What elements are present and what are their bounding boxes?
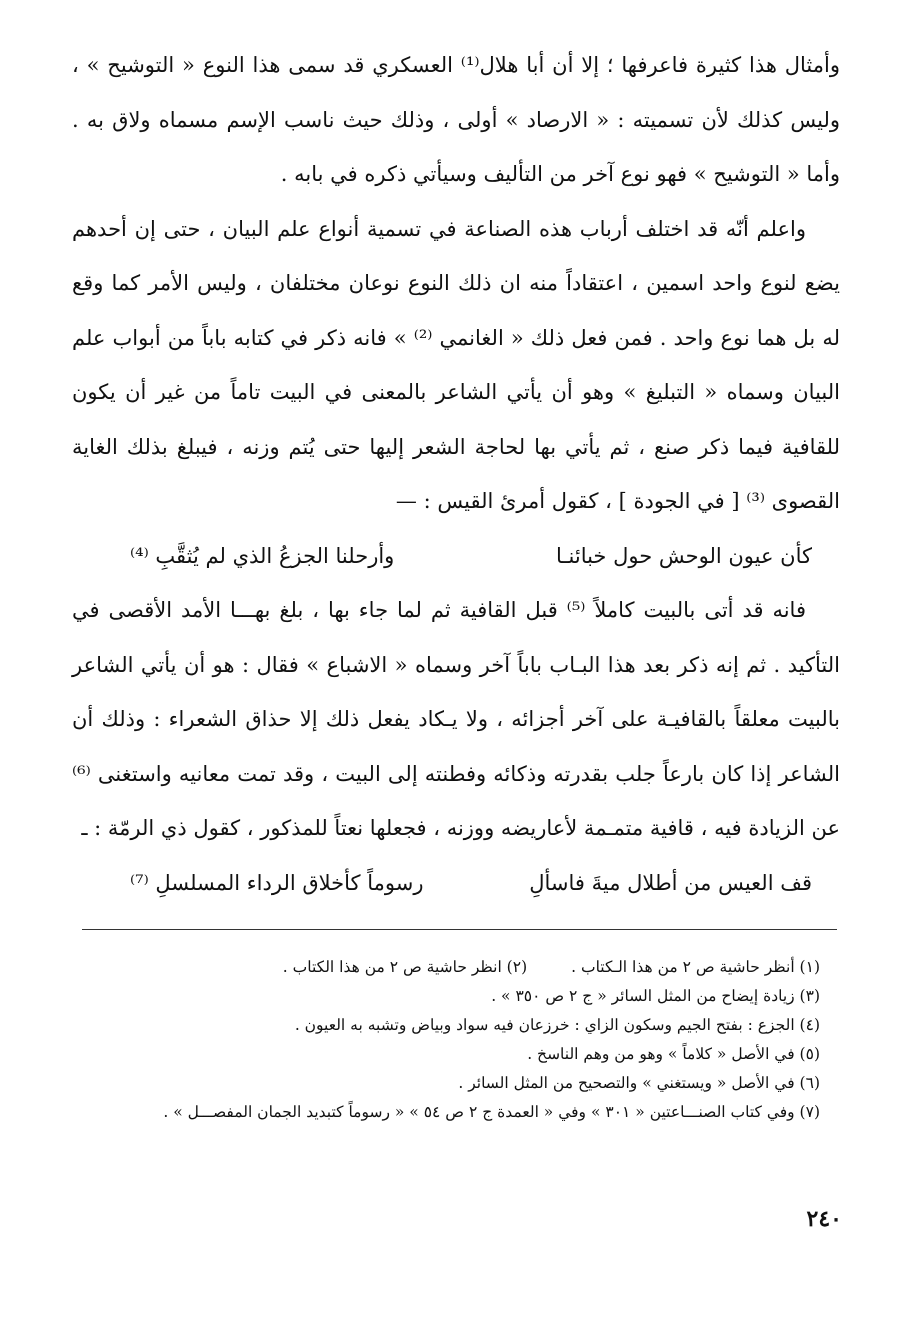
poetry-verse (72, 856, 840, 911)
poetry-verse (72, 529, 840, 584)
paragraph: وأمثال هذا كثيرة فاعرفها ؛ إلا أن أبا هلال⁽¹⁾ العسكري قد سمى هذا النوع « التوشيح » ، وليس كذلك لأن تسميته : « الارصاد » أولى ، وذلك حيث ناسب الإسم مسماه ولاق به . وأما « التوشيح » فهو نوع آخر من التأليف وسيأتي ذكره في بابه . (72, 53, 840, 186)
footnote: (٣) زيادة إيضاح من المثل السائر « ج ٢ ص ٣٥٠ » . (491, 987, 820, 1005)
page-number: ٢٤٠ (806, 1206, 842, 1232)
verse-first-hemistich: كأن عيون الوحش حول خبائنـا (555, 543, 812, 568)
footnote-row (72, 953, 820, 982)
verse-first-hemistich: قف العيس من أطلال ميةَ فاسألِ (529, 870, 812, 895)
footnote: (٥) في الأصل « كلاماً » وهو من وهم الناسخ . (527, 1045, 820, 1063)
footnote: (٤) الجزع : بفتح الجيم وسكون الزاي : خرزعان فيه سواد وبياض وتشبه به العيون . (294, 1016, 820, 1034)
footnote: (٧) وفي كتاب الصنـــاعتين « ٣٠١ » وفي « العمدة ج ٢ ص ٥٤ » « رسوماً كتبديد الجمان المفصـــل » . (163, 1103, 820, 1121)
footnote: (٦) في الأصل « ويستغني » والتصحيح من المثل السائر . (458, 1074, 820, 1092)
footnote-divider (82, 929, 837, 930)
paragraph: واعلم أنّه قد اختلف أرباب هذه الصناعة في تسمية أنواع علم البيان ، حتى إن أحدهم يضع لنوع واحد اسمين ، اعتقاداً منه ان ذلك النوع نوعان مختلفان ، وليس الأمر كما وقع له بل هما نوع واحد . فمن فعل ذلك « الغانمي ⁽²⁾ » فانه ذكر في كتابه باباً من أبواب علم البيان وسماه « التبليغ » وهو أن يأتي الشاعر بالمعنى في البيت تاماً من غير أن يكون للقافية فيما ذكر صنع ، ثم يأتي بها لحاجة الشعر إليها حتى يُتم وزنه ، فيبلغ بذلك الغاية القصوى ⁽³⁾ [ في الجودة ] ، كقول أمرئ القيس : — (72, 216, 840, 513)
footnote: (٢) انظر حاشية ص ٢ من هذا الكتاب . (282, 958, 528, 976)
footnote: (١) أنظر حاشية ص ٢ من هذا الـكتاب . (571, 958, 820, 976)
paragraph: فانه قد أتى بالبيت كاملاً ⁽⁵⁾ قبل القافية ثم لما جاء بها ، بلغ بهـــا الأمد الأقصى في التأكيد . ثم إنه ذكر بعد هذا البـاب باباً آخر وسماه « الاشباع » فقال : هو أن يأتي الشاعر بالبيت معلقاً بالقافيـة على آخر أجزائه ، ولا يـكاد يفعل ذلك إلا حذاق الشعراء : وذلك أن الشاعر إذا كان بارعاً جلب بقدرته وذكائه وفطنته إلى البيت ، وقد تمت معانيه واستغنى ⁽⁶⁾ عن الزيادة فيه ، قافية متمـمة لأعاريضه ووزنه ، فجعلها نعتاً للمذكور ، كقول ذي الرمّة : ـ (72, 598, 840, 840)
main-text (72, 38, 840, 910)
page-body (72, 38, 840, 910)
verse-second-hemistich: رسوماً كأخلاق الرداء المسلسلِ ⁽⁷⁾ (130, 870, 424, 895)
footnotes (72, 953, 840, 1127)
verse-second-hemistich: وأرحلنا الجزعُ الذي لم يُثقَّبِ ⁽⁴⁾ (130, 543, 395, 568)
